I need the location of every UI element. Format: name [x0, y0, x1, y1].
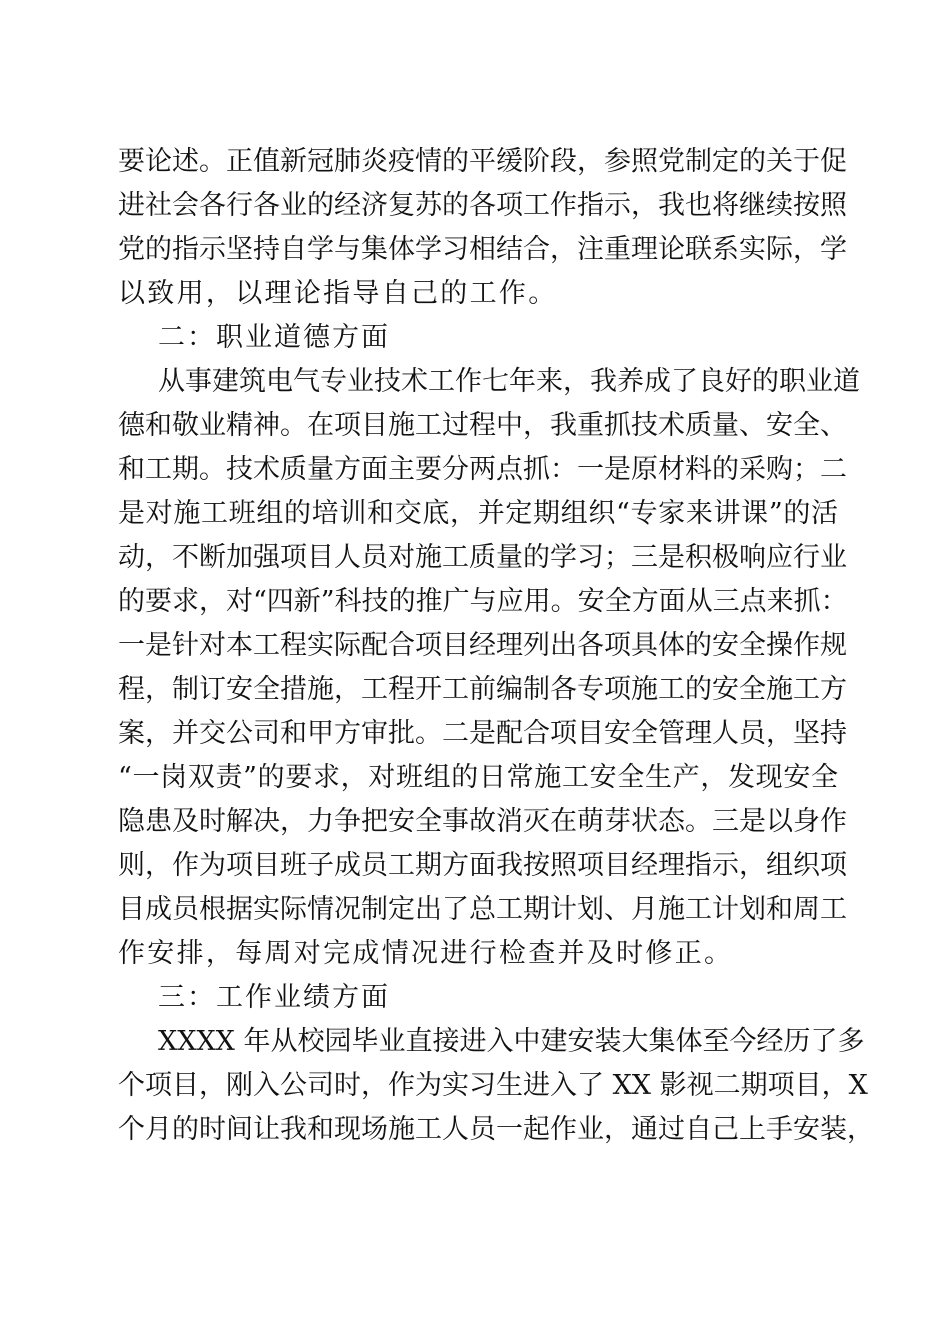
paragraph-line: 作安排，每周对完成情况进行检查并及时修正。 — [118, 938, 734, 969]
paragraph-line: 是对施工班组的培训和交底，并定期组织“专家来讲课”的活 — [118, 498, 838, 529]
paragraph-line: 程，制订安全措施，工程开工前编制各专项施工的安全施工方 — [118, 674, 847, 705]
paragraph-line: XXXX 年从校园毕业直接进入中建安装大集体至今经历了多 — [158, 1026, 865, 1057]
section-heading-work-achievements: 三：工作业绩方面 — [158, 982, 390, 1013]
paragraph-line: 和工期。技术质量方面主要分两点抓：一是原材料的采购；二 — [118, 454, 847, 485]
paragraph-line: 德和敬业精神。在项目施工过程中，我重抓技术质量、安全、 — [118, 410, 847, 441]
paragraph-line: 则，作为项目班子成员工期方面我按照项目经理指示，组织项 — [118, 850, 847, 881]
paragraph-line: 进社会各行各业的经济复苏的各项工作指示，我也将继续按照 — [118, 190, 847, 221]
paragraph-line: 动，不断加强项目人员对施工质量的学习；三是积极响应行业 — [118, 542, 847, 573]
section-heading-professional-ethics: 二：职业道德方面 — [158, 322, 390, 353]
paragraph-line: 要论述。正值新冠肺炎疫情的平缓阶段，参照党制定的关于促 — [118, 146, 847, 177]
paragraph-line: 目成员根据实际情况制定出了总工期计划、月施工计划和周工 — [118, 894, 847, 925]
paragraph-line: 隐患及时解决，力争把安全事故消灭在萌芽状态。三是以身作 — [118, 806, 847, 837]
paragraph-line: 的要求，对“四新”科技的推广与应用。安全方面从三点来抓： — [118, 586, 848, 617]
paragraph-line: 个项目，刚入公司时，作为实习生进入了 XX 影视二期项目，X — [118, 1070, 868, 1101]
paragraph-line: 个月的时间让我和现场施工人员一起作业，通过自己上手安装， — [118, 1114, 874, 1145]
paragraph-line: 党的指示坚持自学与集体学习相结合，注重理论联系实际，学 — [118, 234, 847, 265]
paragraph-line: “一岗双责”的要求，对班组的日常施工安全生产，发现安全 — [118, 762, 838, 793]
paragraph-line: 从事建筑电气专业技术工作七年来，我养成了良好的职业道 — [158, 366, 860, 397]
paragraph-line: 案，并交公司和甲方审批。二是配合项目安全管理人员，坚持 — [118, 718, 847, 749]
paragraph-line: 一是针对本工程实际配合项目经理列出各项具体的安全操作规 — [118, 630, 847, 661]
paragraph-line: 以致用，以理论指导自己的工作。 — [118, 278, 558, 309]
